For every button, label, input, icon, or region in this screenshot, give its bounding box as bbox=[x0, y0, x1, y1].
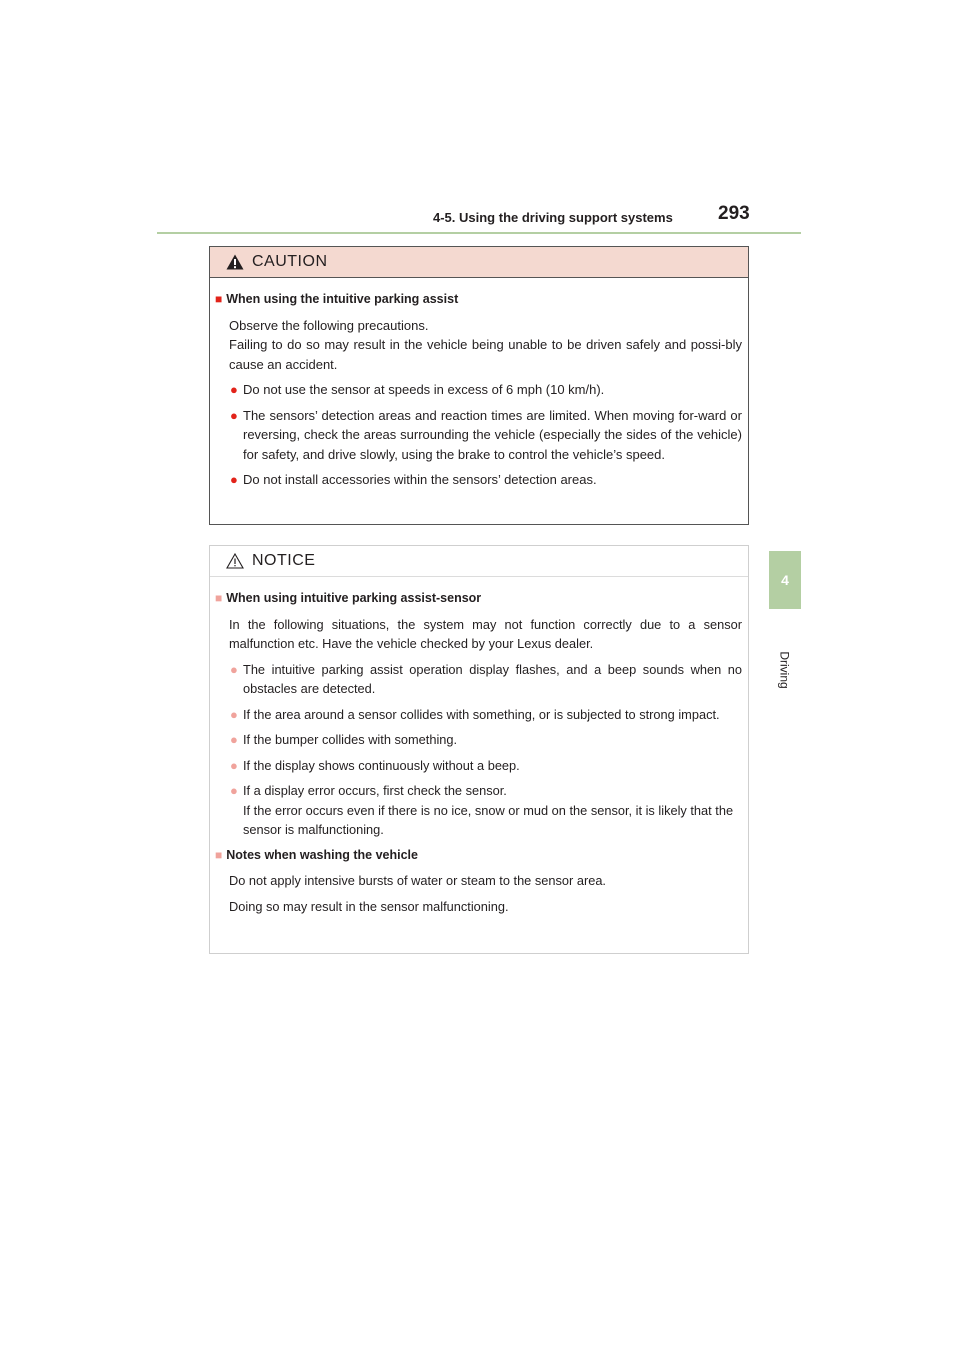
chapter-tab: 4 bbox=[769, 551, 801, 609]
caution-intro-2: Failing to do so may result in the vehicle being unable to be driven safely and possi-bly cause an accident. bbox=[229, 337, 742, 372]
bullet-icon: ● bbox=[230, 661, 238, 677]
square-bullet-icon: ■ bbox=[215, 847, 223, 862]
bullet-icon: ● bbox=[230, 732, 238, 747]
caution-section-heading: ■ When using the intuitive parking assist bbox=[215, 292, 459, 306]
bullet-icon: ● bbox=[230, 783, 238, 798]
warning-triangle-icon bbox=[226, 254, 244, 270]
section-title: 4-5. Using the driving support systems bbox=[433, 210, 673, 225]
notice-header bbox=[210, 546, 748, 577]
notice-section-heading: ■ When using intuitive parking assist-sensor bbox=[215, 591, 482, 605]
caution-title: CAUTION bbox=[252, 253, 328, 270]
list-item: ● The intuitive parking assist operation display flashes, and a beep sounds when no obstacles are detected. bbox=[230, 661, 742, 696]
list-item: ● If the bumper collides with something. bbox=[215, 730, 742, 750]
notice-section-heading-2: ■ Notes when washing the vehicle bbox=[215, 847, 418, 862]
list-item: ● If the area around a sensor collides with something, or is subjected to strong impact. bbox=[215, 705, 742, 725]
notice-title: NOTICE bbox=[252, 552, 316, 569]
list-item: ● Do not install accessories within the sensors’ detection areas. bbox=[215, 470, 742, 490]
page-number: 293 bbox=[718, 203, 750, 224]
bullet-icon: ● bbox=[230, 382, 238, 397]
chapter-label: Driving bbox=[778, 651, 792, 689]
square-bullet-icon: ■ bbox=[215, 292, 223, 306]
square-bullet-icon: ■ bbox=[215, 591, 223, 605]
list-item: ● The sensors’ detection areas and reaction times are limited. When moving for-ward or reversing, check the areas surrounding the vehicle (especially the sides of the vehicle) for safety, and drive slowly, using the brake to control the vehicle’s speed. bbox=[230, 407, 742, 462]
warning-outline-icon bbox=[226, 553, 244, 569]
bullet-icon: ● bbox=[230, 472, 238, 487]
list-item: ● Do not use the sensor at speeds in excess of 6 mph (10 km/h). bbox=[215, 380, 742, 400]
bullet-icon: ● bbox=[230, 706, 238, 722]
notice-wash-line-1: Do not apply intensive bursts of water or steam to the sensor area. bbox=[229, 873, 606, 888]
bullet-icon: ● bbox=[230, 407, 238, 423]
notice-box bbox=[209, 545, 749, 954]
notice-intro: In the following situations, the system may not function correctly due to a sensor malfunction etc. Have the vehicle checked by your Lexus dealer. bbox=[229, 616, 742, 651]
caution-box bbox=[209, 246, 749, 525]
bullet-icon: ● bbox=[230, 757, 238, 773]
header-divider bbox=[157, 232, 801, 234]
caution-intro: Observe the following precautions. bbox=[229, 317, 429, 333]
caution-header bbox=[210, 247, 748, 278]
list-item: ● If the display shows continuously without a beep. bbox=[215, 756, 742, 776]
list-item: ● If a display error occurs, first check the sensor. If the error occurs even if there is no ice, snow or mud on the sensor, it is likely that the sensor is malfunctioning. bbox=[230, 783, 734, 837]
notice-wash-line-2: Doing so may result in the sensor malfunctioning. bbox=[229, 898, 509, 914]
